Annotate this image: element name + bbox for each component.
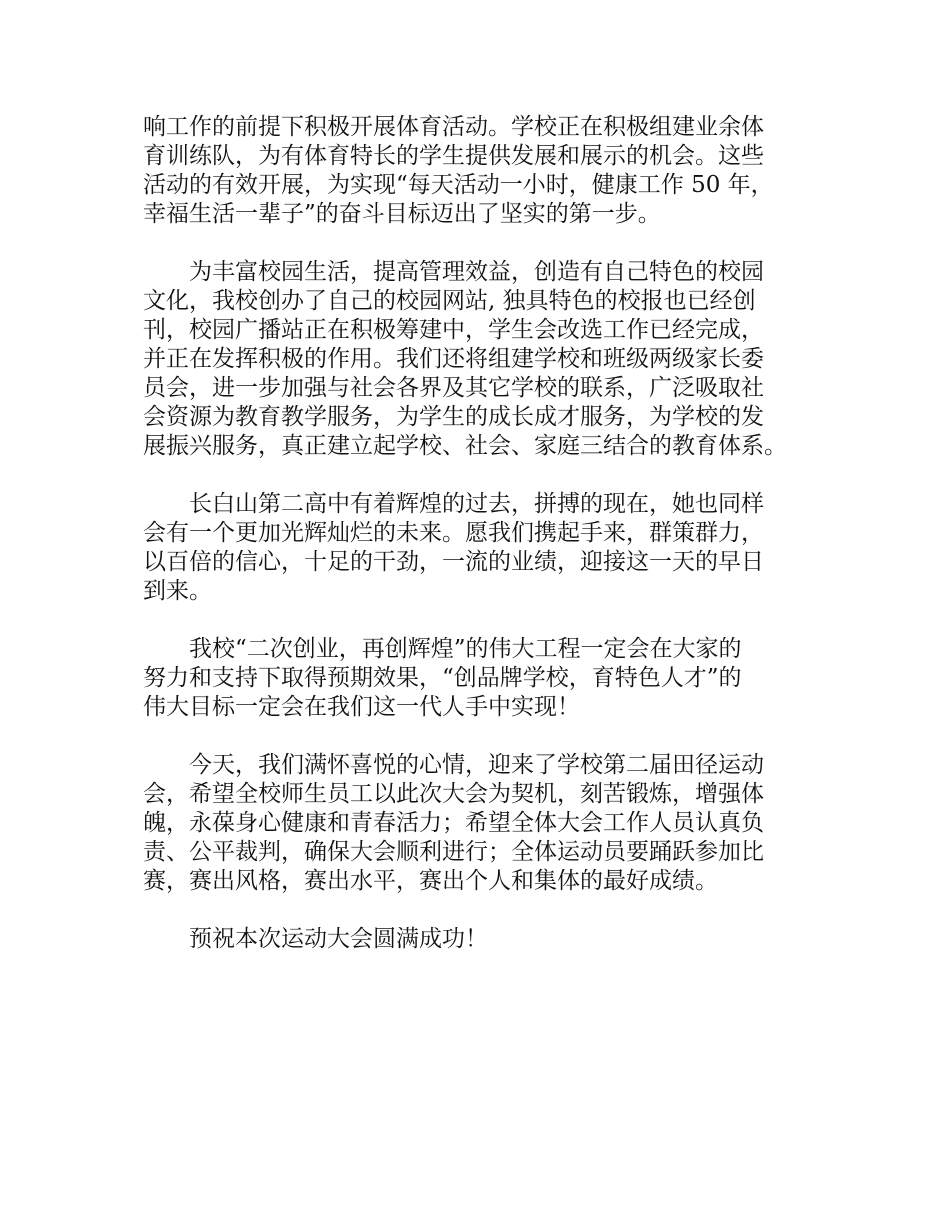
text-line: 我校“二次创业，再创辉煌”的伟大工程一定会在大家的 — [189, 636, 742, 662]
paragraph-closing — [143, 925, 833, 954]
text-line: 责、公平裁判，确保大会顺利进行；全体运动员要踊跃参加比 — [143, 839, 764, 865]
text-line: 幸福生活一辈子”的奋斗目标迈出了坚实的第一步。 — [143, 201, 661, 227]
paragraph-future — [143, 490, 833, 606]
text-line: 并正在发挥积极的作用。我们还将组建学校和班级两级家长委 — [143, 346, 764, 372]
text-line: 响工作的前提下积极开展体育活动。学校正在积极组建业余体 — [143, 114, 764, 140]
text-line: 文化，我校创办了自己的校园网站, 独具特色的校报也已经创 — [143, 288, 756, 314]
text-line: 预祝本次运动大会圆满成功！ — [189, 926, 488, 952]
text-line: 努力和支持下取得预期效果，“创品牌学校，育特色人才”的 — [143, 665, 742, 691]
paragraph-activities — [143, 113, 833, 229]
text-line: 伟大目标一定会在我们这一代人手中实现！ — [143, 694, 580, 720]
text-line: 刊，校园广播站正在积极筹建中，学生会改选工作已经完成， — [143, 317, 764, 343]
paragraph-sports-meet — [143, 751, 833, 896]
text-line: 展振兴服务，真正建立起学校、社会、家庭三结合的教育体系。 — [143, 433, 787, 459]
paragraph-campus-life — [143, 258, 833, 461]
text-line: 魄，永葆身心健康和青春活力；希望全体大会工作人员认真负 — [143, 810, 764, 836]
text-line: 会资源为教育教学服务，为学生的成长成才服务，为学校的发 — [143, 404, 764, 430]
document-body — [143, 113, 833, 983]
text-line: 活动的有效开展，为实现“每天活动一小时，健康工作 50 年， — [143, 172, 774, 198]
text-line: 为丰富校园生活，提高管理效益，创造有自己特色的校园 — [189, 259, 764, 285]
text-line: 员会，进一步加强与社会各界及其它学校的联系，广泛吸取社 — [143, 375, 764, 401]
text-line: 赛，赛出风格，赛出水平，赛出个人和集体的最好成绩。 — [143, 868, 718, 894]
text-line: 会，希望全校师生员工以此次大会为契机，刻苦锻炼，增强体 — [143, 781, 764, 807]
paragraph-goals — [143, 635, 833, 722]
text-line: 会有一个更加光辉灿烂的未来。愿我们携起手来，群策群力， — [143, 520, 764, 546]
text-line: 到来。 — [143, 578, 212, 604]
text-line: 长白山第二高中有着辉煌的过去，拼搏的现在，她也同样 — [189, 491, 764, 517]
text-line: 今天，我们满怀喜悦的心情，迎来了学校第二届田径运动 — [189, 752, 764, 778]
text-line: 以百倍的信心，十足的干劲，一流的业绩，迎接这一天的早日 — [143, 549, 764, 575]
text-line: 育训练队，为有体育特长的学生提供发展和展示的机会。这些 — [143, 143, 764, 169]
